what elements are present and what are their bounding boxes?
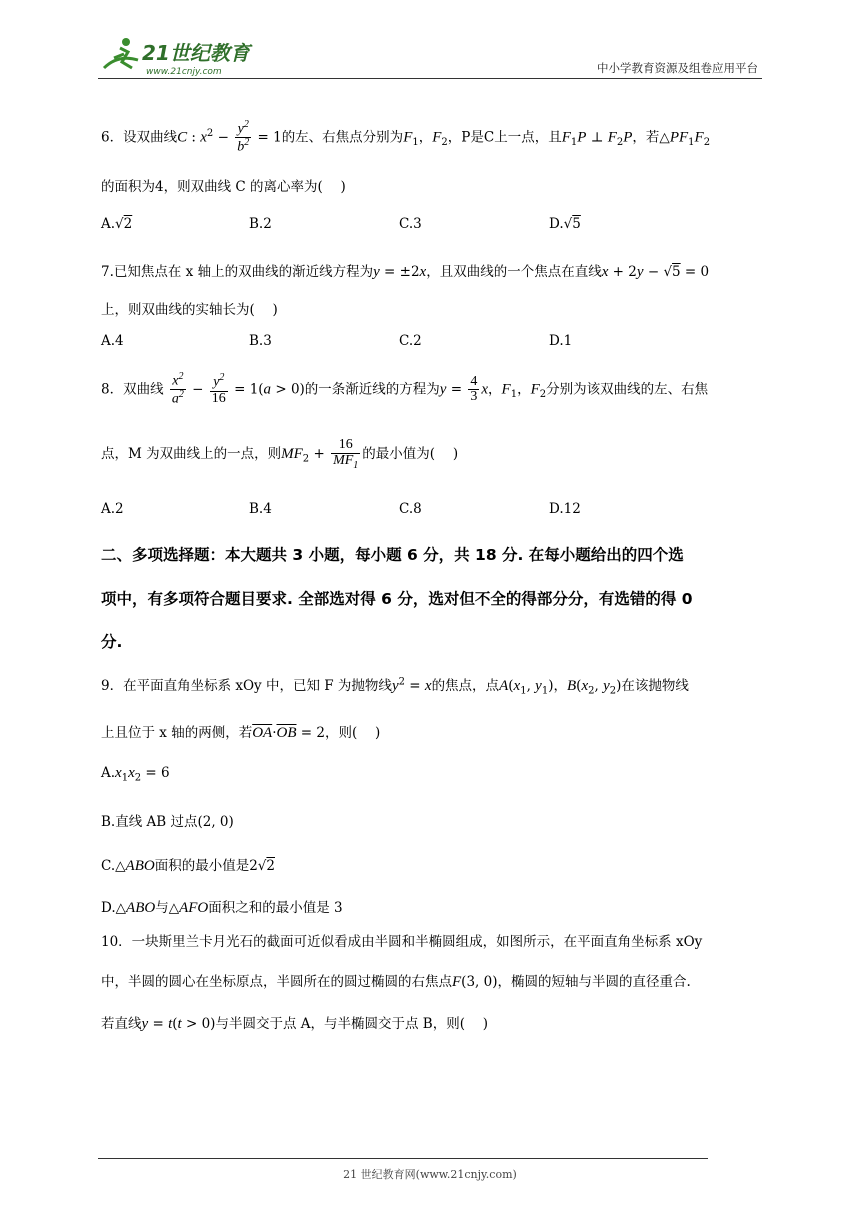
q6-option-b: B.2 (249, 216, 272, 232)
q7-line2: 上，则双曲线的实轴长为( ) (101, 302, 278, 318)
q6-line1: 6．设双曲线C : $x^2$ − $\frac{y^2}{b^2}$ = 1的左、右焦点分别为$F_1$，$F_2$，P是C上一点，且$F_1P$ ⊥ $F_2P$，若$\triangle PF_1F_2$ (101, 119, 711, 155)
section2-heading-line3: 分. (101, 633, 123, 651)
q6-fraction: $\frac{y^2}{b^2}$ (237, 119, 250, 155)
q9-option-d: D.△ABO与△AFO面积之和的最小值是 3 (101, 900, 343, 916)
q8-line1: 8．双曲线 $\frac{x^2}{a^2}$ − $\frac{y^2}{16}$ = 1(a > 0)的一条渐近线的方程为y = $\frac{4}{3}$ x，$F_1$，$F_2$分别为该双曲线的左、右焦 (101, 371, 709, 407)
q8-text: 的一条渐近线的方程为 (304, 381, 440, 398)
q8-text: 8．双曲线 (101, 381, 164, 398)
svg-text:21世纪教育: 21世纪教育 (142, 41, 250, 65)
section2-heading-line2: 项中，有多项符合题目要求. 全部选对得 6 分，选对但不全的得部分分，有选错的得 0 (101, 590, 693, 608)
q9-text: ，则( ) (324, 725, 381, 741)
q6-text: 6．设双曲线 (101, 129, 178, 146)
q9-line1: 9．在平面直角坐标系 xOy 中，已知 F 为抛物线$y^2 = x$的焦点，点$A(x_1$, $y_1$)，$B(x_2$, $y_2$)在该抛物线 (101, 676, 689, 697)
q8-option-d: D.12 (549, 501, 581, 517)
q7-line1: 7.已知焦点在 x 轴上的双曲线的渐近线方程为y = ±2x，且双曲线的一个焦点在直线x + 2y − √5 = 0 (101, 264, 710, 280)
q6-option-d: D.√5 (549, 216, 581, 232)
q8-text: 分别为该双曲线的左、右焦 (546, 381, 709, 398)
q7-option-b: B.3 (249, 333, 272, 349)
q9-text: 的焦点，点 (431, 678, 500, 694)
q9-text: 在该抛物线 (621, 678, 689, 694)
q6-line2: 的面积为4，则双曲线 C 的离心率为( ) (101, 179, 346, 195)
q8-option-c: C.8 (399, 501, 422, 517)
q9-option-b: B.直线 AB 过点(2, 0) (101, 814, 234, 830)
q9-option-a: $A.x_1x_2 = 6$ (101, 765, 170, 784)
platform-name: 中小学教育资源及组卷应用平台 (597, 61, 758, 75)
q10-line1: 10．一块斯里兰卡月光石的截面可近似看成由半圆和半椭圆组成，如图所示，在平面直角坐标系 xOy (101, 934, 703, 950)
svg-text:www.21cnjy.com: www.21cnjy.com (146, 67, 222, 77)
section2-heading-line1: 二、多项选择题：本大题共 3 小题，每小题 6 分，共 18 分. 在每小题给出的四个选 (101, 546, 684, 564)
q9-text: 上且位于 x 轴的两侧，若 (101, 725, 253, 741)
q8-option-a: A.2 (101, 501, 124, 517)
q8-text: 点，M 为双曲线上的一点，则 (101, 446, 282, 462)
q6-text: ，若 (632, 129, 660, 146)
q6-option-a: A.√2 (101, 216, 133, 232)
q6-text: ，P是C上一点，且 (447, 129, 562, 146)
q8-text: 的最小值为( ) (362, 446, 459, 462)
header-divider (98, 78, 762, 79)
q7-option-a: A.4 (101, 333, 124, 349)
q10-text: ，椭圆的短轴与半圆的直径重合. (497, 974, 691, 990)
q9-line2: 上且位于 x 轴的两侧，若$\overline{OA}\cdot\overline{OB} = 2$，则( ) (101, 725, 381, 741)
q9-option-c: C.△ABO面积的最小值是2√2 (101, 858, 275, 874)
q6-text: 的左、右焦点分别为 (281, 129, 404, 146)
q6-option-c: C.3 (399, 216, 422, 232)
q8-text: ， (488, 381, 502, 398)
q7-option-c: C.2 (399, 333, 422, 349)
q10-line2: 中，半圆的圆心在坐标原点，半圆所在的圆过椭圆的右焦点F(3, 0)，椭圆的短轴与半圆的直径重合. (101, 974, 691, 990)
q10-text: 与半圆交于点 A，与半椭圆交于点 B，则( ) (215, 1016, 489, 1032)
page-footer: 21 世纪教育网(www.21cnjy.com) (343, 1168, 517, 1181)
footer-divider (98, 1158, 708, 1159)
q7-text: ，且双曲线的一个焦点在直线 (426, 264, 602, 280)
site-logo (98, 34, 268, 78)
q10-text: 中，半圆的圆心在坐标原点，半圆所在的圆过椭圆的右焦点 (101, 974, 452, 990)
q10-text: 若直线 (101, 1016, 142, 1032)
q8-line2: 点，M 为双曲线上的一点，则$MF_2$ + $\frac{16}{MF_1}$ 的最小值为( ) (101, 437, 459, 471)
q10-line3: 若直线y = t(t > 0)与半圆交于点 A，与半椭圆交于点 B，则( ) (101, 1016, 489, 1032)
q7-text: 7.已知焦点在 x 轴上的双曲线的渐近线方程为 (101, 264, 374, 280)
q9-text: 9．在平面直角坐标系 xOy 中，已知 F 为抛物线 (101, 678, 392, 694)
q8-option-b: B.4 (249, 501, 272, 517)
q7-option-d: D.1 (549, 333, 573, 349)
page-header (98, 34, 762, 78)
